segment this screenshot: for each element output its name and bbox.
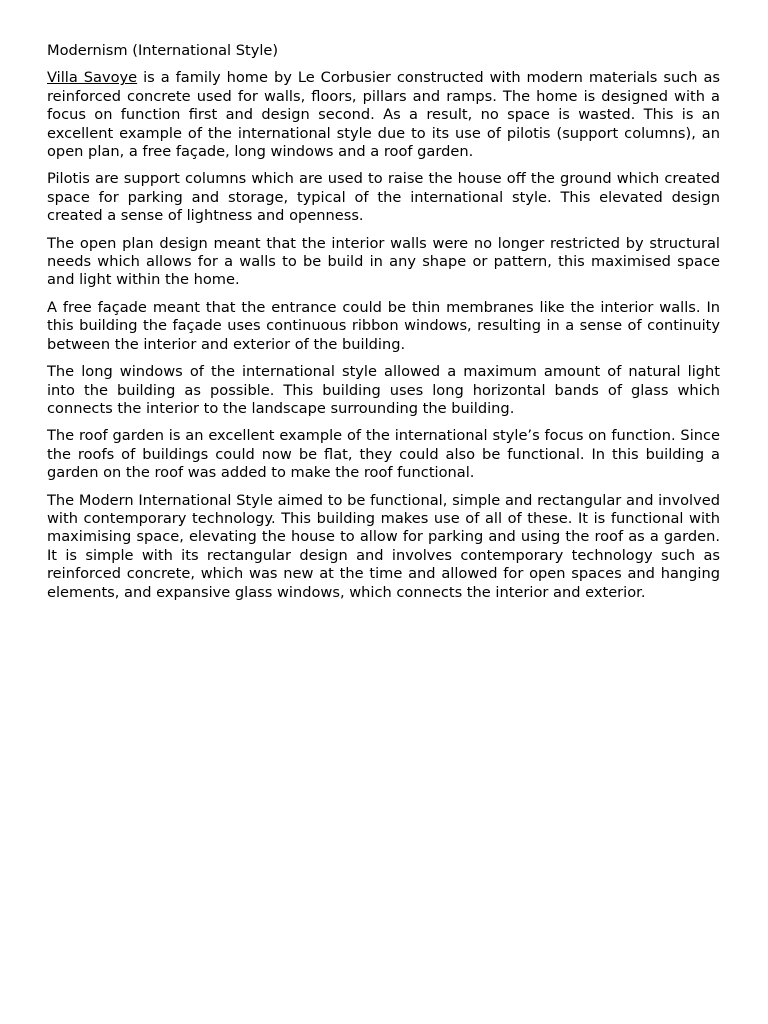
- paragraph-intro-text: is a family home by Le Corbusier constructed with modern materials such as reinforced concrete used for walls, floors, pillars and ramps. The home is designed with a focus on function first and design second. As a result, no space is wasted. This is an excellent example of the international style due to its use of pilotis (support columns), an open plan, a free façade, long windows and a roof garden.: [47, 69, 720, 161]
- paragraph-conclusion: The Modern International Style aimed to be functional, simple and rectangular and involved with contemporary technology. This building makes use of all of these. It is functional with maximising space, elevating the house to allow for parking and using the roof as a garden. It is simple with its rectangular design and involves contemporary technology such as reinforced concrete, which was new at the time and allowed for open spaces and hanging elements, and expansive glass windows, which connects the interior and exterior.: [47, 491, 720, 601]
- paragraph-pilotis: Pilotis are support columns which are used to raise the house off the ground which created space for parking and storage, typical of the international style. This elevated design created a sense of lightness and openness.: [47, 170, 720, 225]
- document-page: [47, 42, 720, 611]
- villa-savoye-underlined-text: Villa Savoye: [47, 69, 138, 87]
- paragraph-roof-garden: The roof garden is an excellent example of the international style’s focus on function. Since the roofs of buildings could now be flat, they could also be functional. In this building a garden on the roof was added to make the roof functional.: [47, 427, 720, 482]
- document-title: Modernism (International Style): [47, 42, 279, 59]
- paragraph-long-windows: The long windows of the international style allowed a maximum amount of natural light into the building as possible. This building uses long horizontal bands of glass which connects the interior to the landscape surrounding the building.: [47, 363, 720, 417]
- paragraph-open-plan: The open plan design meant that the interior walls were no longer restricted by structural needs which allows for a walls to be build in any shape or pattern, this maximised space and light within the home.: [47, 234, 720, 289]
- paragraph-intro: [47, 69, 720, 161]
- paragraph-free-facade: A free façade meant that the entrance could be thin membranes like the interior walls. In this building the façade uses continuous ribbon windows, resulting in a sense of continuity between the interior and exterior of the building.: [47, 298, 720, 353]
